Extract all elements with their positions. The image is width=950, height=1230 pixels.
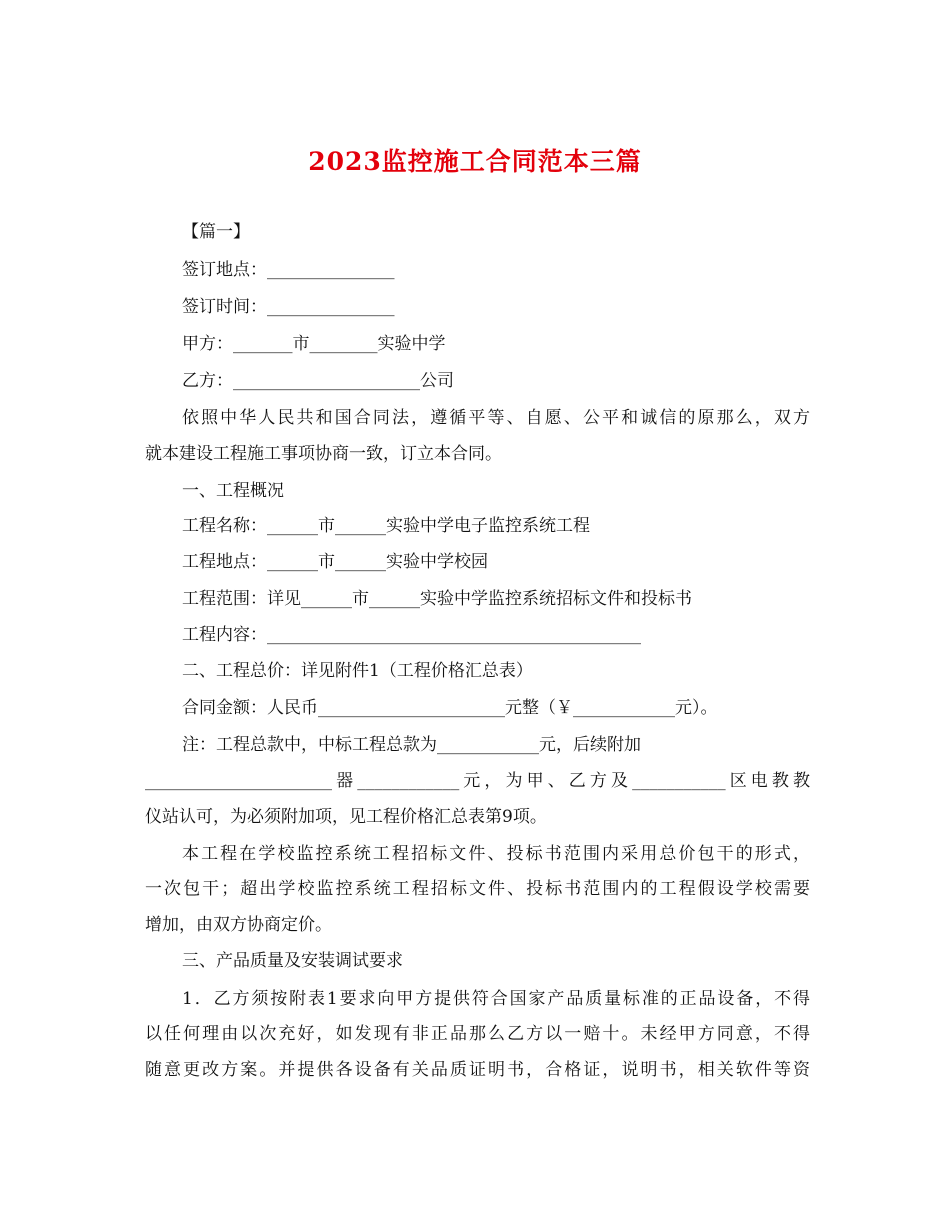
text-line: 签订地点：_______________ [182,260,395,280]
text-line: 合同金额：人民币______________________元整（￥____________元）。 [182,698,718,718]
text-line: 增加，由双方协商定价。 [145,915,332,935]
text-line: 仪站认可，为必须附加项，见工程价格汇总表第9项。 [145,807,547,827]
text-line: 工程地点：______市______实验中学校园 [182,552,488,572]
text-line: 依照中华人民共和国合同法，遵循平等、自愿、公平和诚信的原那么，双方 [182,408,810,428]
text-line: 1．乙方须按附表1要求向甲方提供符合国家产品质量标准的正品设备，不得 [182,989,810,1009]
text-line: 乙方：______________________公司 [182,371,454,391]
text-line: 工程名称：______市______实验中学电子监控系统工程 [182,516,590,536]
text-line: 本工程在学校监控系统工程招标文件、投标书范围内采用总价包干的形式， [182,844,810,864]
text-line: 以任何理由以次充好，如发现有非正品那么乙方以一赔十。未经甲方同意，不得 [145,1024,810,1044]
text-line: 一次包干；超出学校监控系统工程招标文件、投标书范围内的工程假设学校需要 [145,879,810,899]
text-line: 就本建设工程施工事项协商一致，订立本合同。 [145,444,502,464]
text-line: 甲方：_______市________实验中学 [182,334,446,354]
text-line: 工程范围：详见______市______实验中学监控系统招标文件和投标书 [182,589,692,609]
section-heading: 三、产品质量及安装调试要求 [182,951,403,971]
text-line: ______________________器____________元，为甲、乙方及___________区电教教 [145,771,810,791]
document-title: 2023监控施工合同范本三篇 [308,147,642,176]
section-heading: 【篇一】 [182,222,250,242]
text-line: 工程内容：____________________________________________ [182,625,641,645]
text-line: 签订时间：_______________ [182,297,395,317]
section-heading: 二、工程总价：详见附件1（工程价格汇总表） [182,661,533,681]
section-heading: 一、工程概况 [182,481,284,501]
text-line: 随意更改方案。并提供各设备有关品质证明书，合格证，说明书，相关软件等资 [145,1060,810,1080]
text-line: 注：工程总款中，中标工程总款为____________元，后续附加 [182,735,641,755]
